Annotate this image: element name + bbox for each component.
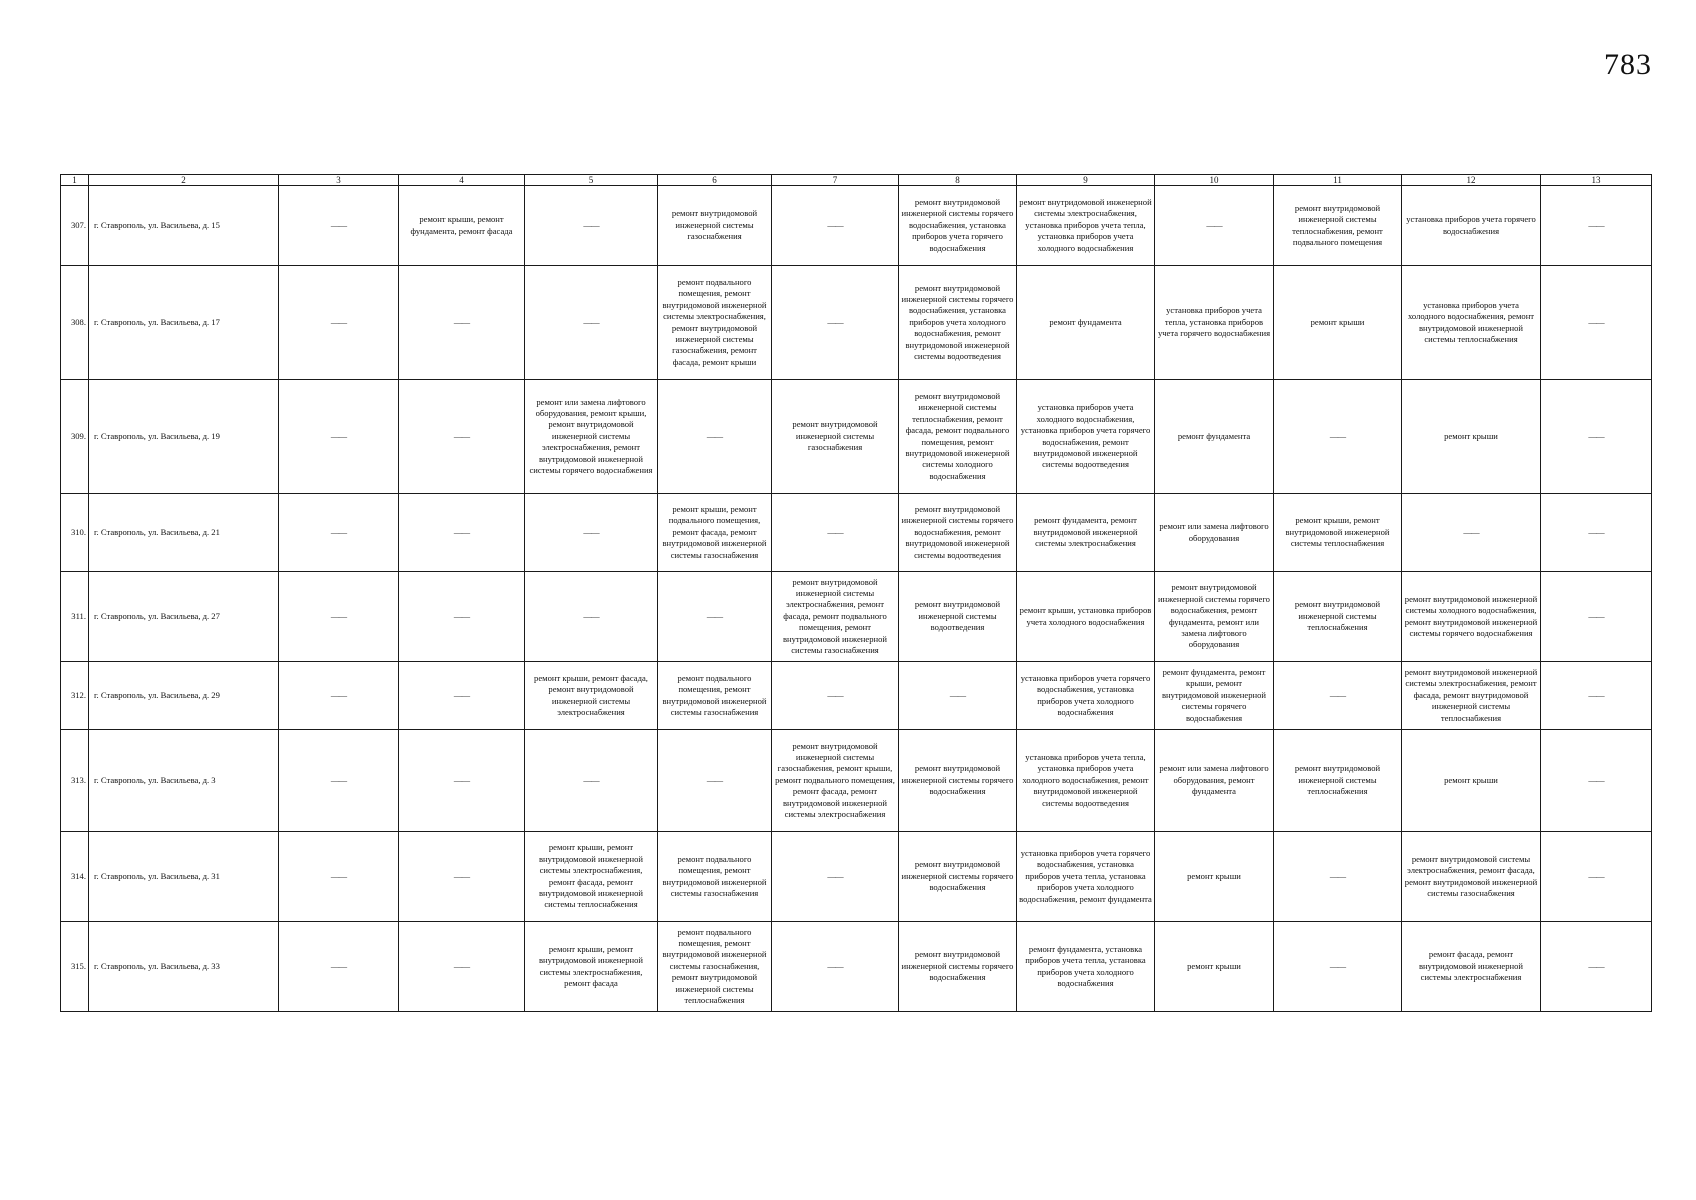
- work-type-cell: ремонт внутридомовой инженерной системы электроснабжения, ремонт фасада, ремонт подвального помещения, ремонт внутридомовой инженерной системы газоснабжения: [772, 572, 899, 662]
- column-header-8: 8: [899, 175, 1017, 186]
- empty-dash-cell: ——: [279, 186, 399, 266]
- column-header-9: 9: [1017, 175, 1155, 186]
- column-header-4: 4: [399, 175, 525, 186]
- empty-dash-cell: ——: [399, 572, 525, 662]
- work-type-cell: ремонт подвального помещения, ремонт внутридомовой инженерной системы газоснабжения: [658, 832, 772, 922]
- column-header-6: 6: [658, 175, 772, 186]
- row-number: 309.: [61, 380, 89, 494]
- work-type-cell: ремонт подвального помещения, ремонт внутридомовой инженерной системы газоснабжения, ремонт внутридомовой инженерной системы теплоснабжения: [658, 922, 772, 1012]
- empty-dash-cell: ——: [525, 494, 658, 572]
- work-type-cell: ремонт внутридомовой инженерной системы электроснабжения, ремонт фасада, ремонт внутридомовой инженерной системы теплоснабжения: [1402, 662, 1541, 730]
- empty-dash-cell: ——: [658, 730, 772, 832]
- empty-dash-cell: ——: [1274, 832, 1402, 922]
- empty-dash-cell: ——: [525, 572, 658, 662]
- empty-dash-cell: ——: [399, 380, 525, 494]
- empty-dash-cell: ——: [1541, 832, 1652, 922]
- address-cell: г. Ставрополь, ул. Васильева, д. 21: [89, 494, 279, 572]
- empty-dash-cell: ——: [279, 380, 399, 494]
- empty-dash-cell: ——: [279, 832, 399, 922]
- work-type-cell: ремонт фасада, ремонт внутридомовой инженерной системы электроснабжения: [1402, 922, 1541, 1012]
- empty-dash-cell: ——: [279, 922, 399, 1012]
- work-type-cell: ремонт подвального помещения, ремонт внутридомовой инженерной системы газоснабжения: [658, 662, 772, 730]
- table-row: [61, 730, 1652, 832]
- work-type-cell: ремонт внутридомовой инженерной системы теплоснабжения: [1274, 572, 1402, 662]
- work-type-cell: ремонт внутридомовой инженерной системы теплоснабжения, ремонт подвального помещения: [1274, 186, 1402, 266]
- row-number: 307.: [61, 186, 89, 266]
- work-type-cell: ремонт крыши: [1274, 266, 1402, 380]
- work-type-cell: установка приборов учета горячего водоснабжения, установка приборов учета холодного водоснабжения: [1017, 662, 1155, 730]
- work-type-cell: ремонт крыши, ремонт подвального помещения, ремонт фасада, ремонт внутридомовой инженерной системы газоснабжения: [658, 494, 772, 572]
- column-header-10: 10: [1155, 175, 1274, 186]
- work-type-cell: ремонт внутридомовой инженерной системы горячего водоснабжения: [899, 832, 1017, 922]
- column-header-12: 12: [1402, 175, 1541, 186]
- empty-dash-cell: ——: [399, 832, 525, 922]
- empty-dash-cell: ——: [1274, 380, 1402, 494]
- row-number: 314.: [61, 832, 89, 922]
- column-header-3: 3: [279, 175, 399, 186]
- row-number: 313.: [61, 730, 89, 832]
- empty-dash-cell: ——: [1274, 662, 1402, 730]
- work-type-cell: ремонт внутридомовой инженерной системы горячего водоснабжения, установка приборов учета холодного водоснабжения, ремонт внутридомовой инженерной системы водоотведения: [899, 266, 1017, 380]
- work-type-cell: ремонт крыши: [1155, 922, 1274, 1012]
- work-type-cell: ремонт крыши: [1155, 832, 1274, 922]
- empty-dash-cell: ——: [525, 730, 658, 832]
- work-type-cell: ремонт или замена лифтового оборудования, ремонт крыши, ремонт внутридомовой инженерной системы электроснабжения, ремонт внутридомовой инженерной системы горячего водоснабжения: [525, 380, 658, 494]
- table-row: [61, 380, 1652, 494]
- empty-dash-cell: ——: [1541, 186, 1652, 266]
- empty-dash-cell: ——: [1541, 266, 1652, 380]
- empty-dash-cell: ——: [399, 266, 525, 380]
- table-row: [61, 266, 1652, 380]
- empty-dash-cell: ——: [399, 922, 525, 1012]
- row-number: 312.: [61, 662, 89, 730]
- work-type-cell: ремонт фундамента, ремонт внутридомовой инженерной системы электроснабжения: [1017, 494, 1155, 572]
- row-number: 315.: [61, 922, 89, 1012]
- work-type-cell: ремонт внутридомовой инженерной системы горячего водоснабжения, ремонт внутридомовой инженерной системы водоотведения: [899, 494, 1017, 572]
- work-type-cell: ремонт фундамента, установка приборов учета тепла, установка приборов учета холодного водоснабжения: [1017, 922, 1155, 1012]
- work-type-cell: ремонт внутридомовой инженерной системы газоснабжения: [658, 186, 772, 266]
- work-type-cell: установка приборов учета холодного водоснабжения, ремонт внутридомовой инженерной системы теплоснабжения: [1402, 266, 1541, 380]
- column-header-13: 13: [1541, 175, 1652, 186]
- table-row: [61, 662, 1652, 730]
- work-type-cell: ремонт крыши: [1402, 730, 1541, 832]
- empty-dash-cell: ——: [899, 662, 1017, 730]
- work-type-cell: установка приборов учета холодного водоснабжения, установка приборов учета горячего водоснабжения, ремонт внутридомовой инженерной системы водоотведения: [1017, 380, 1155, 494]
- work-type-cell: ремонт крыши, установка приборов учета холодного водоснабжения: [1017, 572, 1155, 662]
- work-type-cell: ремонт или замена лифтового оборудования, ремонт фундамента: [1155, 730, 1274, 832]
- work-type-cell: установка приборов учета горячего водоснабжения: [1402, 186, 1541, 266]
- work-type-cell: ремонт внутридомовой инженерной системы горячего водоснабжения: [899, 730, 1017, 832]
- row-number: 310.: [61, 494, 89, 572]
- empty-dash-cell: ——: [1541, 662, 1652, 730]
- work-type-cell: ремонт крыши, ремонт фундамента, ремонт фасада: [399, 186, 525, 266]
- empty-dash-cell: ——: [279, 572, 399, 662]
- empty-dash-cell: ——: [772, 832, 899, 922]
- address-cell: г. Ставрополь, ул. Васильева, д. 19: [89, 380, 279, 494]
- work-type-cell: ремонт крыши, ремонт внутридомовой инженерной системы электроснабжения, ремонт фасада, ремонт внутридомовой инженерной системы теплоснабжения: [525, 832, 658, 922]
- work-type-cell: ремонт фундамента: [1155, 380, 1274, 494]
- table-row: [61, 494, 1652, 572]
- address-cell: г. Ставрополь, ул. Васильева, д. 3: [89, 730, 279, 832]
- work-type-cell: ремонт внутридомовой инженерной системы газоснабжения: [772, 380, 899, 494]
- empty-dash-cell: ——: [525, 266, 658, 380]
- empty-dash-cell: ——: [1402, 494, 1541, 572]
- work-type-cell: ремонт внутридомовой инженерной системы холодного водоснабжения, ремонт внутридомовой инженерной системы горячего водоснабжения: [1402, 572, 1541, 662]
- table-row: [61, 572, 1652, 662]
- work-type-cell: ремонт фундамента, ремонт крыши, ремонт внутридомовой инженерной системы горячего водоснабжения: [1155, 662, 1274, 730]
- address-cell: г. Ставрополь, ул. Васильева, д. 29: [89, 662, 279, 730]
- address-cell: г. Ставрополь, ул. Васильева, д. 17: [89, 266, 279, 380]
- row-number: 311.: [61, 572, 89, 662]
- empty-dash-cell: ——: [279, 494, 399, 572]
- header-row: [61, 175, 1652, 186]
- column-header-11: 11: [1274, 175, 1402, 186]
- work-type-cell: ремонт внутридомовой инженерной системы газоснабжения, ремонт крыши, ремонт подвального помещения, ремонт фасада, ремонт внутридомовой инженерной системы электроснабжения: [772, 730, 899, 832]
- work-type-cell: установка приборов учета тепла, установка приборов учета холодного водоснабжения, ремонт внутридомовой инженерной системы водоотведения: [1017, 730, 1155, 832]
- work-type-cell: ремонт внутридомовой системы электроснабжения, ремонт фасада, ремонт внутридомовой инженерной системы газоснабжения: [1402, 832, 1541, 922]
- empty-dash-cell: ——: [399, 494, 525, 572]
- empty-dash-cell: ——: [1541, 572, 1652, 662]
- work-type-cell: ремонт или замена лифтового оборудования: [1155, 494, 1274, 572]
- empty-dash-cell: ——: [1541, 922, 1652, 1012]
- empty-dash-cell: ——: [658, 572, 772, 662]
- work-type-cell: установка приборов учета тепла, установка приборов учета горячего водоснабжения: [1155, 266, 1274, 380]
- empty-dash-cell: ——: [279, 266, 399, 380]
- empty-dash-cell: ——: [772, 494, 899, 572]
- work-type-cell: установка приборов учета горячего водоснабжения, установка приборов учета тепла, установка приборов учета холодного водоснабжения, ремонт фундамента: [1017, 832, 1155, 922]
- empty-dash-cell: ——: [772, 186, 899, 266]
- table-row: [61, 186, 1652, 266]
- work-type-cell: ремонт внутридомовой инженерной системы горячего водоснабжения, ремонт фундамента, ремонт или замена лифтового оборудования: [1155, 572, 1274, 662]
- empty-dash-cell: ——: [1274, 922, 1402, 1012]
- table-row: [61, 922, 1652, 1012]
- row-number: 308.: [61, 266, 89, 380]
- column-header-2: 2: [89, 175, 279, 186]
- empty-dash-cell: ——: [279, 662, 399, 730]
- address-cell: г. Ставрополь, ул. Васильева, д. 15: [89, 186, 279, 266]
- empty-dash-cell: ——: [525, 186, 658, 266]
- table-body: [61, 186, 1652, 1012]
- column-header-1: 1: [61, 175, 89, 186]
- work-type-cell: ремонт подвального помещения, ремонт внутридомовой инженерной системы электроснабжения, ремонт внутридомовой инженерной системы газоснабжения, ремонт фасада, ремонт крыши: [658, 266, 772, 380]
- column-header-5: 5: [525, 175, 658, 186]
- work-type-cell: ремонт внутридомовой инженерной системы водоотведения: [899, 572, 1017, 662]
- address-cell: г. Ставрополь, ул. Васильева, д. 33: [89, 922, 279, 1012]
- work-type-cell: ремонт крыши, ремонт внутридомовой инженерной системы электроснабжения, ремонт фасада: [525, 922, 658, 1012]
- repair-schedule-table: [60, 174, 1652, 1012]
- work-type-cell: ремонт крыши, ремонт фасада, ремонт внутридомовой инженерной системы электроснабжения: [525, 662, 658, 730]
- work-type-cell: ремонт внутридомовой инженерной системы горячего водоснабжения: [899, 922, 1017, 1012]
- page-number: 783: [1604, 48, 1652, 81]
- empty-dash-cell: ——: [1541, 730, 1652, 832]
- work-type-cell: ремонт фундамента: [1017, 266, 1155, 380]
- work-type-cell: ремонт крыши, ремонт внутридомовой инженерной системы теплоснабжения: [1274, 494, 1402, 572]
- work-type-cell: ремонт внутридомовой инженерной системы теплоснабжения: [1274, 730, 1402, 832]
- work-type-cell: ремонт внутридомовой инженерной системы горячего водоснабжения, установка приборов учета горячего водоснабжения: [899, 186, 1017, 266]
- address-cell: г. Ставрополь, ул. Васильева, д. 27: [89, 572, 279, 662]
- table-row: [61, 832, 1652, 922]
- empty-dash-cell: ——: [1155, 186, 1274, 266]
- empty-dash-cell: ——: [772, 266, 899, 380]
- address-cell: г. Ставрополь, ул. Васильева, д. 31: [89, 832, 279, 922]
- column-number-header: [61, 175, 1652, 186]
- empty-dash-cell: ——: [399, 662, 525, 730]
- empty-dash-cell: ——: [399, 730, 525, 832]
- column-header-7: 7: [772, 175, 899, 186]
- empty-dash-cell: ——: [772, 662, 899, 730]
- empty-dash-cell: ——: [1541, 380, 1652, 494]
- work-type-cell: ремонт крыши: [1402, 380, 1541, 494]
- empty-dash-cell: ——: [279, 730, 399, 832]
- empty-dash-cell: ——: [1541, 494, 1652, 572]
- empty-dash-cell: ——: [658, 380, 772, 494]
- work-type-cell: ремонт внутридомовой инженерной системы теплоснабжения, ремонт фасада, ремонт подвального помещения, ремонт внутридомовой инженерной системы холодного водоснабжения: [899, 380, 1017, 494]
- work-type-cell: ремонт внутридомовой инженерной системы электроснабжения, установка приборов учета тепла, установка приборов учета холодного водоснабжения: [1017, 186, 1155, 266]
- empty-dash-cell: ——: [772, 922, 899, 1012]
